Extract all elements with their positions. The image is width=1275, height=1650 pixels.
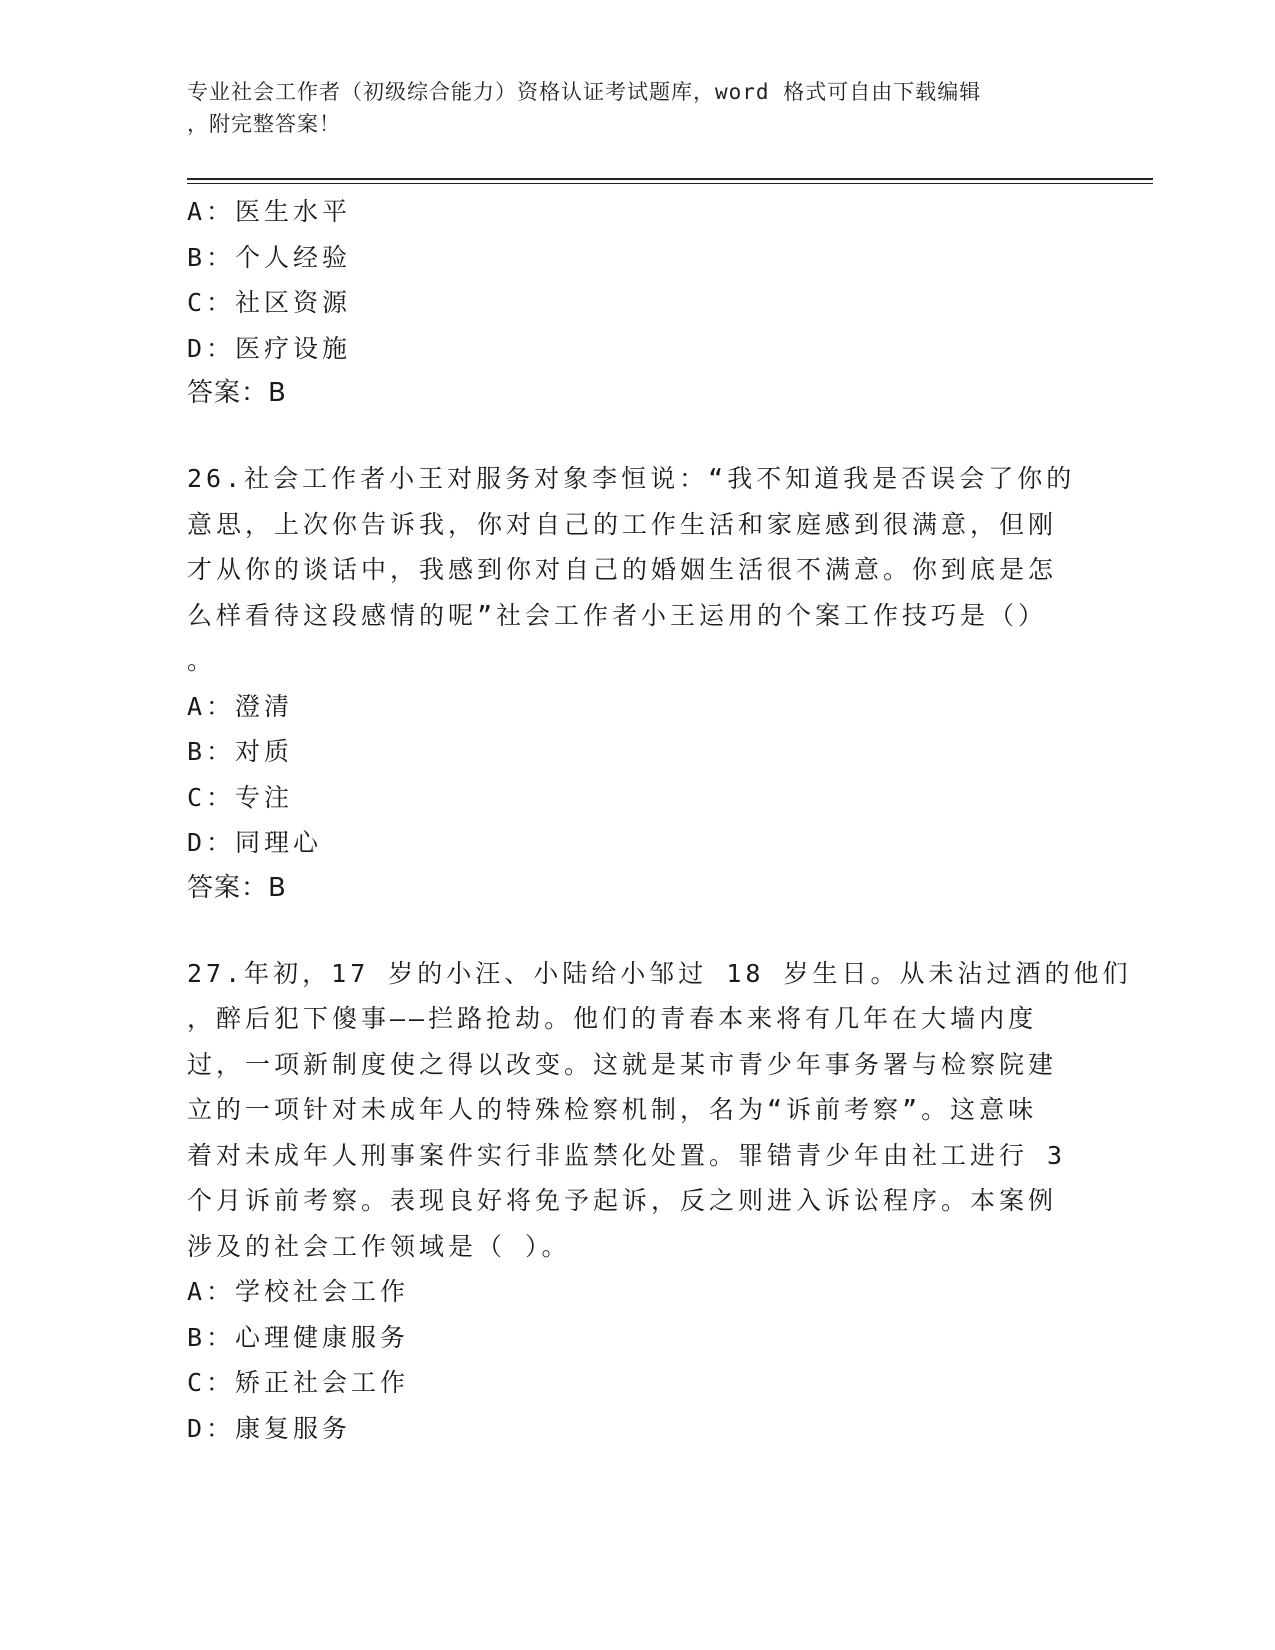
option-a: A：学校社会工作 [187, 1277, 410, 1306]
stem-line: ，醉后犯下傻事——拦路抢劫。他们的青春本来将有几年在大墙内度 [187, 1004, 1038, 1033]
stem-line: 着对未成年人刑事案件实行非监禁化处置。罪错青少年由社工进行 3 [187, 1140, 1067, 1170]
option-a: A：医生水平 [187, 197, 352, 226]
option-c: C：专注 [187, 782, 294, 812]
header-divider-thick [187, 178, 1153, 180]
stem-line: 过，一项新制度使之得以改变。这就是某市青少年事务署与检察院建 [187, 1049, 1058, 1079]
answer-line: 答案：B [187, 378, 287, 408]
option-a: A：澄清 [187, 691, 294, 721]
stem-line: 个月诉前考察。表现良好将免予起诉，反之则进入诉讼程序。本案例 [187, 1186, 1058, 1215]
stem-line: 26.社会工作者小王对服务对象李恒说：“我不知道我是否误会了你的 [187, 464, 1076, 493]
option-d: D：同理心 [187, 828, 323, 857]
option-c: C：矫正社会工作 [187, 1368, 410, 1397]
question-27 [187, 951, 1132, 1452]
stem-line: 27.年初，17 岁的小汪、小陆给小邹过 18 岁生日。从未沾过酒的他们 [187, 958, 1132, 988]
answer-line: 答案：B [187, 872, 287, 903]
question-26 [187, 456, 1077, 911]
question-25 [187, 189, 1077, 416]
stem-line: 么样看待这段感情的呢”社会工作者小王运用的个案工作技巧是（） [187, 600, 1048, 630]
option-b: B：心理健康服务 [187, 1322, 410, 1352]
stem-line: 才从你的谈话中，我感到你对自己的婚姻生活很不满意。你到底是怎 [187, 555, 1058, 584]
option-d: D：医疗设施 [187, 333, 352, 363]
stem-line: 。 [187, 646, 217, 675]
option-c: C：社区资源 [187, 288, 352, 317]
stem-line: 涉及的社会工作领域是（ ）。 [187, 1231, 571, 1261]
header-line-2: ，附完整答案！ [187, 112, 341, 136]
question-stem [187, 951, 1132, 1270]
question-list [187, 189, 1132, 1451]
stem-line: 立的一项针对未成年人的特殊检察机制，名为“诉前考察”。这意味 [187, 1095, 1038, 1124]
option-d: D：康复服务 [187, 1413, 352, 1443]
header-line-1: 专业社会工作者（初级综合能力）资格认证考试题库，word 格式可自由下载编辑 [187, 80, 982, 104]
question-stem [187, 456, 1077, 684]
option-b: B：对质 [187, 737, 294, 766]
stem-line: 意思，上次你告诉我，你对自己的工作生活和家庭感到很满意，但刚 [187, 509, 1058, 539]
option-b: B：个人经验 [187, 242, 352, 272]
document-header [187, 76, 1067, 140]
header-divider-thin [187, 183, 1153, 184]
